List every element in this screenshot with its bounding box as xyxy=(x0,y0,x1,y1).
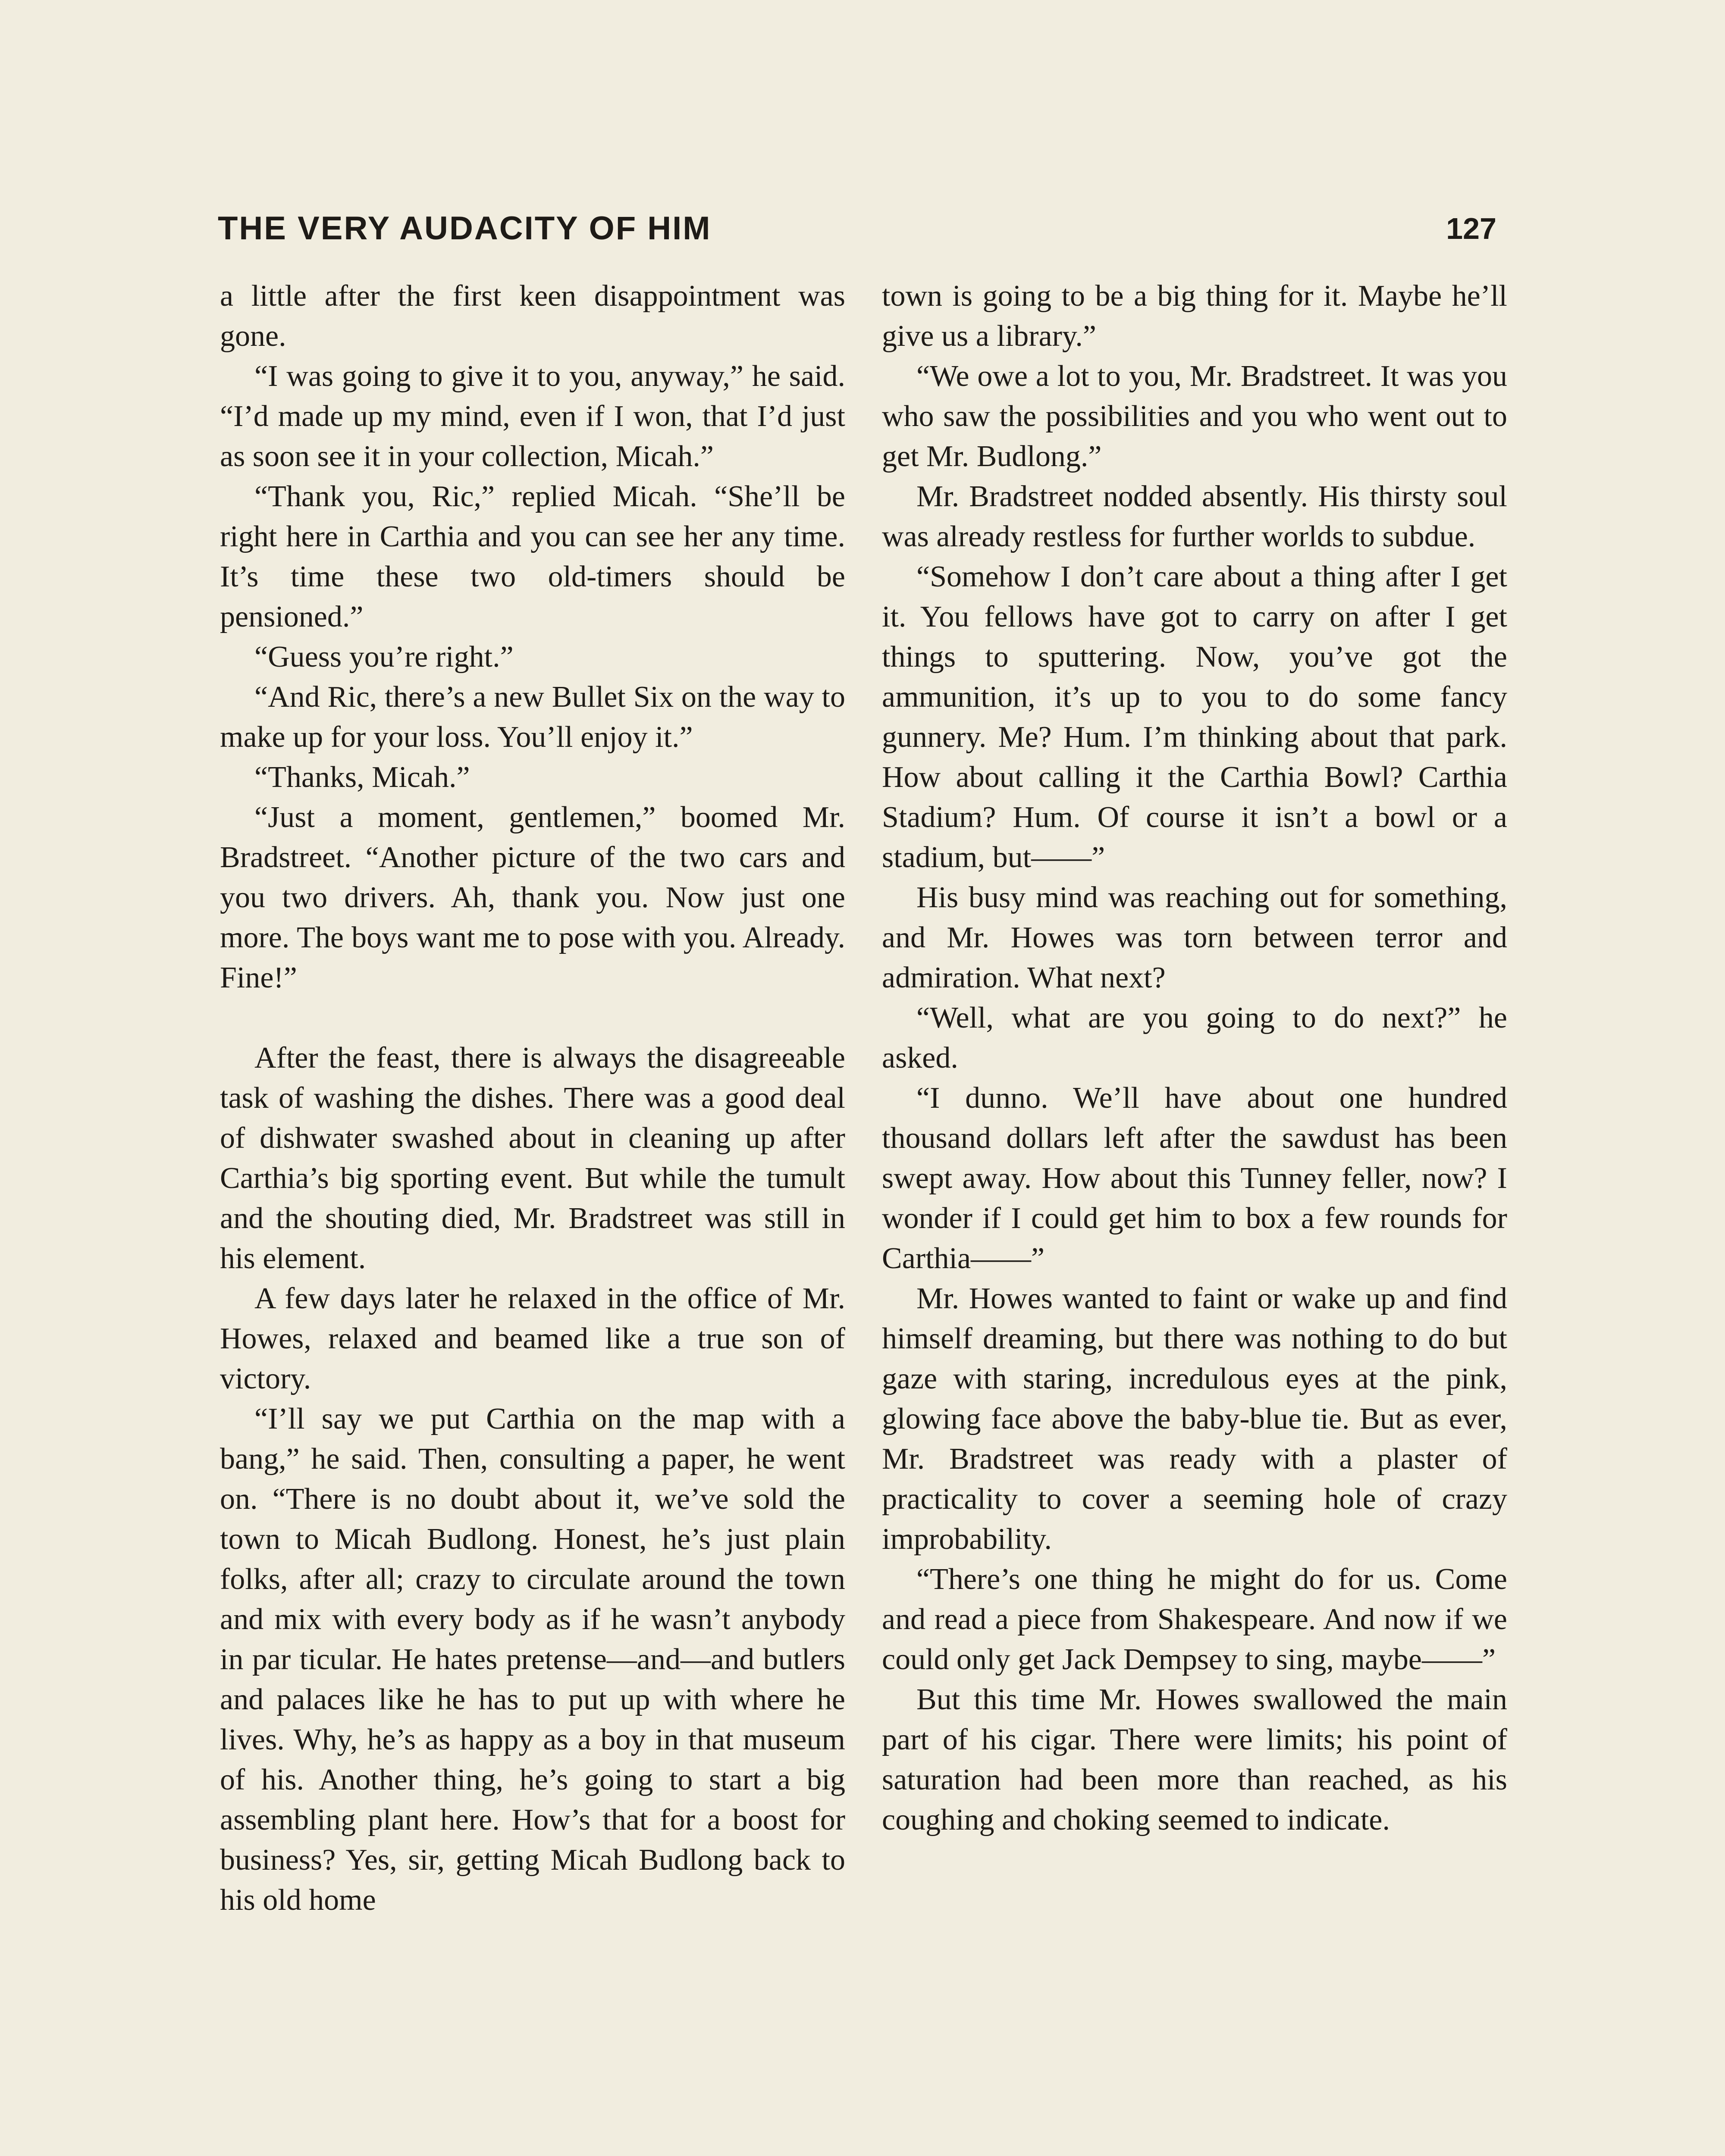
left-text-column xyxy=(220,276,845,1920)
paragraph: “I dunno. We’ll have about one hundred thousand dollars left after the sawdust has been swept away. How about this Tunney feller, now? I wonder if I could get him to box a few rounds for Carthia——” xyxy=(882,1081,1507,1275)
paragraph: a little after the first keen disappointment was gone. xyxy=(220,279,845,353)
paragraph: “Thanks, Micah.” xyxy=(254,761,470,794)
paragraph: “I was going to give it to you, anyway,” he said. “I’d made up my mind, even if I won, that I’d just as soon see it in your collection, Micah.” xyxy=(220,360,845,473)
right-text-column xyxy=(882,276,1507,1840)
paragraph: “There’s one thing he might do for us. Come and read a piece from Shakespeare. And now if we could only get Jack Dempsey to sing, maybe——” xyxy=(882,1563,1507,1676)
paragraph: “Somehow I don’t care about a thing after I get it. You fellows have got to carry on after I get things to sputtering. Now, you’ve got the ammunition, it’s up to you to do some fancy gunnery. Me? Hum. I’m thinking about that park. How about calling it the Carthia Bowl? Carthia Stadium? Hum. Of course it isn’t a bowl or a stadium, but——” xyxy=(882,560,1507,874)
paragraph: “Well, what are you going to do next?” he asked. xyxy=(882,1001,1507,1075)
paragraph: “Just a moment, gentlemen,” boomed Mr. Bradstreet. “Another picture of the two cars and you two drivers. Ah, thank you. Now just one more. The boys want me to pose with you. Already. Fine!” xyxy=(220,801,845,994)
paragraph: town is going to be a big thing for it. Maybe he’ll give us a library.” xyxy=(882,279,1507,353)
paragraph: “And Ric, there’s a new Bullet Six on the way to make up for your loss. You’ll enjoy it.” xyxy=(220,680,845,754)
paragraph: “I’ll say we put Carthia on the map with a bang,” he said. Then, consulting a paper, he went on. “There is no doubt about it, we’ve sold the town to Micah Budlong. Honest, he’s just plain folks, after all; crazy to circulate around the town and mix with every body as if he wasn’t anybody in par ticular. He hates pretense—and—and butlers and palaces like he has to put up with where he lives. Why, he’s as happy as a boy in that museum of his. Another thing, he’s going to start a big assembling plant here. How’s that for a boost for business? Yes, sir, getting Micah Budlong back to his old home xyxy=(220,1402,845,1917)
running-head xyxy=(218,205,1496,252)
paragraph: “Thank you, Ric,” replied Micah. “She’ll be right here in Carthia and you can see her any time. It’s time these two old-timers should be pensioned.” xyxy=(220,480,845,633)
paragraph: A few days later he relaxed in the office of Mr. Howes, relaxed and beamed like a true son of victory. xyxy=(220,1282,845,1395)
paragraph: Mr. Howes wanted to faint or wake up and find himself dreaming, but there was nothing to do but gaze with staring, incredulous eyes at the pink, glowing face above the baby-blue tie. But as ever, Mr. Bradstreet was ready with a plaster of practicality to cover a seeming hole of crazy improbability. xyxy=(882,1282,1507,1556)
paragraph: “We owe a lot to you, Mr. Bradstreet. It was you who saw the possibilities and you who went out to get Mr. Budlong.” xyxy=(882,360,1507,473)
paragraph: Mr. Bradstreet nodded absently. His thirsty soul was already restless for further worlds to subdue. xyxy=(882,480,1507,553)
paragraph: After the feast, there is always the disagreeable task of washing the dishes. There was a good deal of dishwater swashed about in cleaning up after Carthia’s big sporting event. But while the tumult and the shouting died, Mr. Bradstreet was still in his element. xyxy=(220,1041,845,1275)
paragraph: “Guess you’re right.” xyxy=(254,640,514,674)
paragraph: His busy mind was reaching out for something, and Mr. Howes was torn between terror and admiration. What next? xyxy=(882,881,1507,994)
page-number: 127 xyxy=(1446,212,1496,245)
paragraph: But this time Mr. Howes swallowed the main part of his cigar. There were limits; his point of saturation had been more than reached, as his coughing and choking seemed to indicate. xyxy=(882,1683,1507,1836)
story-title: THE VERY AUDACITY OF HIM xyxy=(218,210,712,247)
